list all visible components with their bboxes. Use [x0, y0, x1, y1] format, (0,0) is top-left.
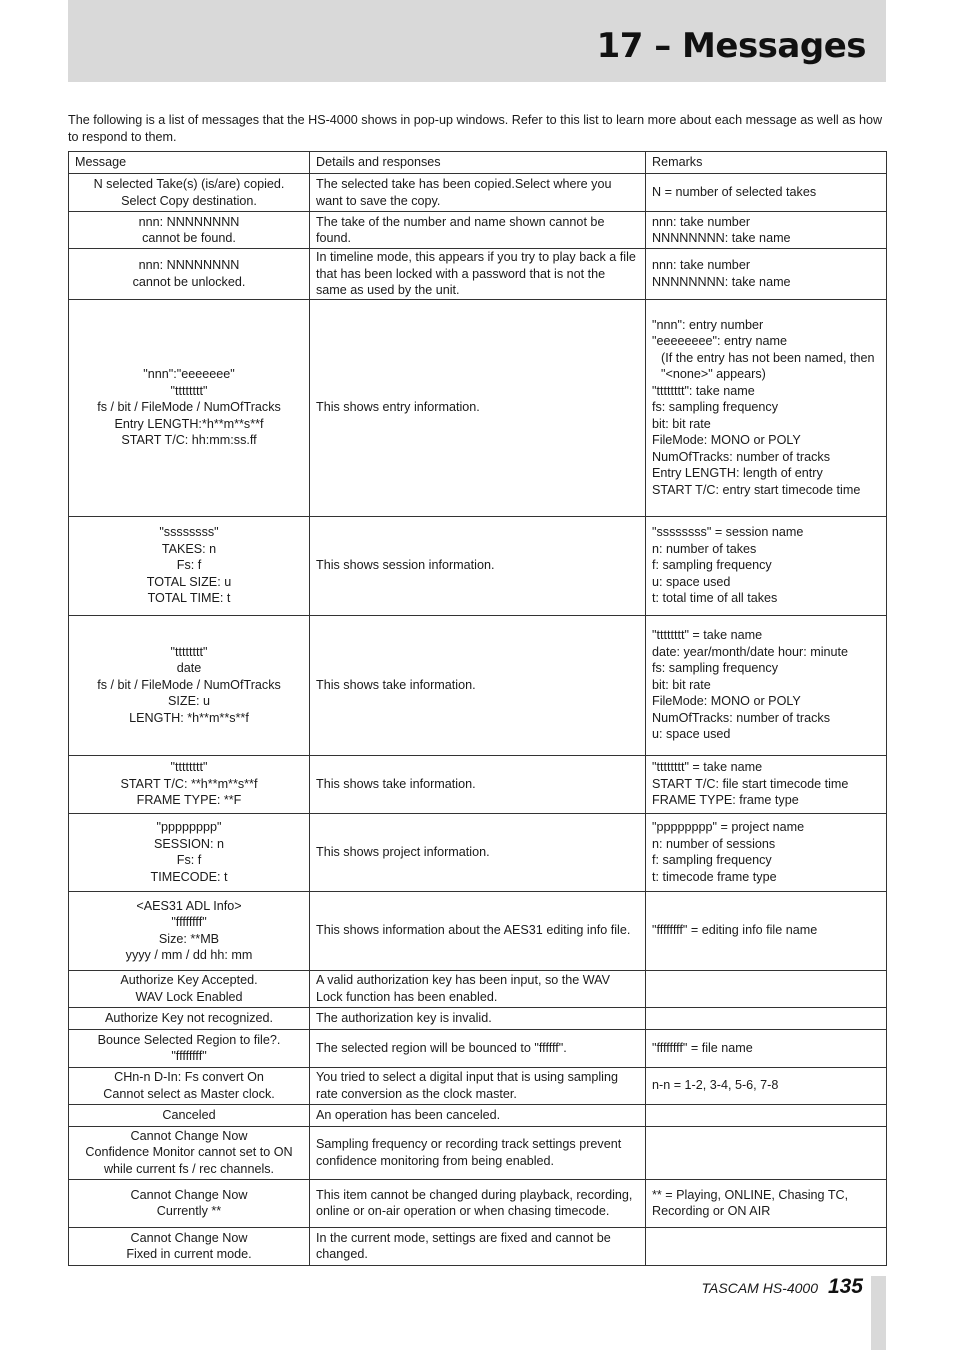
details-cell [310, 1179, 646, 1227]
message-cell-line: date [176, 661, 202, 676]
message-cell-line: "ssssssss" [159, 525, 219, 540]
remarks-cell-line: "tttttttt" = take name [652, 760, 763, 775]
details-cell [310, 615, 646, 755]
message-cell-line: SESSION: n [154, 836, 224, 851]
table-row [69, 1067, 887, 1104]
messages-table [68, 151, 887, 1266]
remarks-cell-line: date: year/month/date hour: minute [652, 644, 849, 659]
message-cell [69, 813, 310, 891]
details-cell-line: Select where you want to save the copy. [316, 177, 612, 208]
message-cell-line: TOTAL TIME: t [147, 591, 231, 606]
message-cell-line: Confidence Monitor cannot set to ON while current fs / rec channels. [85, 1145, 293, 1176]
remarks-cell [646, 174, 887, 212]
intro-paragraph: The following is a list of messages that the HS-4000 shows in pop-up windows. Refer to this list to learn more about each message as well as how to respond to them. [68, 113, 883, 144]
details-cell-line: The selected take has been copied. [316, 177, 515, 191]
details-cell-line: The authorization key is invalid. [316, 1010, 492, 1025]
table-row [69, 755, 887, 813]
message-cell-line: START T/C: **h**m**s**f [120, 776, 258, 791]
message-cell [69, 1227, 310, 1265]
details-cell [310, 813, 646, 891]
message-cell-line: TAKES: n [161, 541, 217, 556]
message-cell-line: Authorize Key Accepted. [120, 973, 258, 987]
message-cell-line: Canceled [162, 1107, 216, 1122]
remarks-cell-line: FileMode: MONO or POLY [652, 694, 801, 709]
message-cell-line: Fs: f [176, 558, 202, 573]
message-cell-line: N selected Take(s) (is/are) copied. [93, 177, 285, 191]
remarks-cell-line: n: number of sessions [652, 836, 776, 851]
details-cell-line: This item cannot be changed during playback, recording, online or on-air operation or when chasing timecode. [316, 1187, 633, 1218]
message-cell [69, 174, 310, 212]
message-cell [69, 299, 310, 516]
message-cell [69, 1007, 310, 1029]
remarks-cell-line: n-n = 1-2, 3-4, 5-6, 7-8 [652, 1078, 779, 1093]
details-cell [310, 1104, 646, 1126]
remarks-cell-line: bit: bit rate [652, 677, 711, 692]
details-cell-line: A valid authorization key has been input, so the WAV Lock function has been enabled. [316, 973, 611, 1004]
details-cell [310, 1227, 646, 1265]
remarks-cell-line: NNNNNNNN: take name [652, 231, 791, 245]
message-cell-line: fs / bit / FileMode / NumOfTracks [97, 677, 281, 692]
message-cell-line: Cannot Change Now [130, 1230, 248, 1245]
remarks-cell-line: FileMode: MONO or POLY [652, 433, 801, 448]
message-cell-line: LENGTH: *h**m**s**f [129, 710, 249, 725]
remarks-cell-line: "pppppppp" = project name [652, 820, 805, 834]
table-row [69, 516, 887, 615]
remarks-cell [646, 1179, 887, 1227]
remarks-cell-line: "tttttttt" = take name [652, 628, 763, 643]
details-cell [310, 755, 646, 813]
message-cell-line: Fixed in current mode. [126, 1247, 252, 1261]
chapter-title: 17 – Messages [596, 26, 866, 66]
message-cell [69, 1067, 310, 1104]
page-edge-tab [871, 1276, 886, 1350]
remarks-cell [646, 1126, 887, 1179]
table-row [69, 174, 887, 212]
details-cell-line: The selected region will be bounced to "ffffff". [316, 1040, 567, 1055]
details-cell-line: This shows take information. [316, 677, 476, 692]
details-cell [310, 891, 646, 970]
details-cell-line: This shows take information. [316, 776, 476, 791]
details-cell [310, 249, 646, 300]
details-cell-line: This shows session information. [316, 558, 495, 573]
message-cell-line: "ffffffff" [171, 915, 207, 929]
remarks-cell-line: FRAME TYPE: frame type [652, 793, 799, 808]
remarks-cell [646, 755, 887, 813]
details-cell-line: This shows entry information. [316, 400, 480, 415]
remarks-cell-line: bit: bit rate [652, 416, 711, 431]
message-cell-line: "tttttttt" [170, 760, 208, 775]
remarks-cell-line: fs: sampling frequency [652, 661, 778, 676]
table-row [69, 212, 887, 249]
table-row [69, 1179, 887, 1227]
message-cell-line: "ffffffff" [171, 1049, 207, 1063]
message-cell [69, 516, 310, 615]
remarks-cell-line: "tttttttt": take name [652, 383, 755, 398]
remarks-cell-line: nnn: take number [652, 214, 751, 229]
message-cell-line: Cannot Change Now [130, 1187, 248, 1202]
messages-table-body [69, 174, 887, 1266]
table-row [69, 1007, 887, 1029]
details-cell [310, 1126, 646, 1179]
message-cell [69, 1029, 310, 1067]
remarks-cell [646, 970, 887, 1007]
remarks-cell-line: u: space used [652, 727, 731, 742]
message-cell-line: CHn-n D-In: Fs convert On [114, 1070, 264, 1084]
message-cell [69, 1126, 310, 1179]
details-cell [310, 212, 646, 249]
table-row [69, 1029, 887, 1067]
table-header-row [69, 152, 887, 174]
remarks-cell [646, 1067, 887, 1104]
message-cell-line: START T/C: hh:mm:ss.ff [121, 433, 257, 448]
message-cell [69, 212, 310, 249]
remarks-cell [646, 1227, 887, 1265]
details-cell [310, 1007, 646, 1029]
remarks-cell-line: N = number of selected takes [652, 185, 817, 200]
message-cell-line: WAV Lock Enabled [135, 989, 243, 1004]
remarks-cell-line: f: sampling frequency [652, 853, 772, 867]
message-cell [69, 1179, 310, 1227]
table-row [69, 813, 887, 891]
details-cell [310, 174, 646, 212]
remarks-cell [646, 212, 887, 249]
message-cell-line: SIZE: u [168, 694, 210, 709]
table-row [69, 970, 887, 1007]
remarks-cell-line: "eeeeeeee": entry name [652, 334, 787, 349]
message-cell-line: "nnn":"eeeeeee" [143, 367, 235, 382]
remarks-cell-line: fs: sampling frequency [652, 400, 778, 415]
details-cell [310, 1029, 646, 1067]
remarks-cell-line: f: sampling frequency [652, 558, 772, 573]
table-row [69, 1227, 887, 1265]
details-cell-line: Sampling frequency or recording track settings prevent confidence monitoring from being enabled. [316, 1137, 622, 1168]
remarks-cell [646, 1007, 887, 1029]
remarks-cell-line: u: space used [652, 574, 731, 589]
remarks-cell [646, 1104, 887, 1126]
remarks-cell-line: (If the entry has not been named, then "<none>" appears) [661, 350, 875, 382]
table-row [69, 1104, 887, 1126]
message-cell-line: TIMECODE: t [150, 869, 228, 884]
message-cell-line: nnn: NNNNNNNN [138, 258, 240, 273]
message-cell-line: yyyy / mm / dd hh: mm [125, 948, 253, 962]
remarks-cell-line: t: timecode frame type [652, 869, 777, 884]
remarks-cell [646, 249, 887, 300]
remarks-cell-line: "ffffffff" = file name [652, 1040, 753, 1055]
details-cell-line: The take of the number and name shown cannot be found. [316, 214, 605, 245]
message-cell-line: cannot be found. [142, 231, 236, 245]
details-cell-line: This shows project information. [316, 844, 490, 859]
message-cell [69, 615, 310, 755]
column-header-details: Details and responses [310, 152, 646, 174]
message-cell [69, 755, 310, 813]
message-cell-line: nnn: NNNNNNNN [138, 214, 240, 229]
remarks-cell [646, 615, 887, 755]
table-row [69, 299, 887, 516]
message-cell-line: Select Copy destination. [121, 193, 257, 208]
message-cell-line: Size: **MB [158, 931, 220, 946]
remarks-cell-line: "ssssssss" = session name [652, 525, 804, 540]
chapter-header [68, 0, 886, 82]
message-cell-line: Authorize Key not recognized. [104, 1010, 274, 1025]
remarks-cell [646, 516, 887, 615]
remarks-cell-line: Entry LENGTH: length of entry [652, 466, 823, 481]
message-cell-line: TOTAL SIZE: u [146, 574, 232, 589]
message-cell-line: FRAME TYPE: **F [136, 793, 242, 808]
message-cell [69, 1104, 310, 1126]
details-cell [310, 516, 646, 615]
remarks-cell-line: n: number of takes [652, 541, 757, 556]
message-cell-line: "tttttttt" [170, 383, 208, 398]
remarks-cell-line: t: total time of all takes [652, 591, 778, 606]
details-cell-line: This shows information about the AES31 editing info file. [316, 923, 631, 938]
message-cell-line: Bounce Selected Region to file?. [97, 1032, 281, 1047]
table-row [69, 891, 887, 970]
remarks-cell-line: NumOfTracks: number of tracks [652, 449, 830, 464]
message-cell-line: "pppppppp" [156, 820, 222, 834]
message-cell-line: <AES31 ADL Info> [136, 898, 242, 913]
footer-model-name: TASCAM HS-4000 [701, 1280, 818, 1296]
remarks-cell [646, 1029, 887, 1067]
details-cell [310, 1067, 646, 1104]
message-cell-line: cannot be unlocked. [132, 274, 246, 289]
remarks-cell-line: START T/C: entry start timecode time [652, 482, 861, 497]
column-header-remarks: Remarks [646, 152, 887, 174]
message-cell-line: Fs: f [176, 853, 202, 867]
message-cell [69, 891, 310, 970]
message-cell-line: fs / bit / FileMode / NumOfTracks [97, 400, 281, 415]
details-cell-line: In the current mode, settings are fixed and cannot be changed. [316, 1230, 611, 1261]
message-cell-line: Entry LENGTH:*h**m**s**f [114, 416, 264, 431]
table-row [69, 249, 887, 300]
remarks-cell-line: START T/C: file start timecode time [652, 776, 849, 791]
message-cell-line: "tttttttt" [170, 644, 208, 659]
page-number: 135 [827, 1275, 863, 1298]
details-cell-line: You tried to select a digital input that is using sampling rate conversion as the clock master. [316, 1070, 618, 1101]
column-header-message: Message [69, 152, 310, 174]
table-row [69, 615, 887, 755]
details-cell [310, 299, 646, 516]
remarks-cell [646, 299, 887, 516]
remarks-cell [646, 813, 887, 891]
remarks-cell-line: "ffffffff" = editing info file name [652, 923, 818, 938]
remarks-cell [646, 891, 887, 970]
details-cell [310, 970, 646, 1007]
message-cell [69, 970, 310, 1007]
remarks-cell-line: NNNNNNNN: take name [652, 274, 791, 289]
remarks-cell-line: nnn: take number [652, 258, 751, 273]
remarks-cell-line: NumOfTracks: number of tracks [652, 710, 830, 725]
remarks-cell-line: "nnn": entry number [652, 317, 764, 332]
details-cell-line: In timeline mode, this appears if you try to play back a file that has been locked with a password that is not the same as used by the unit. [316, 250, 636, 297]
remarks-cell-line: ** = Playing, ONLINE, Chasing TC, Recording or ON AIR [652, 1187, 849, 1218]
details-cell-line: An operation has been canceled. [316, 1107, 501, 1122]
table-row [69, 1126, 887, 1179]
message-cell-line: Currently ** [156, 1204, 222, 1218]
message-cell-line: Cannot select as Master clock. [103, 1086, 275, 1101]
message-cell-line: Cannot Change Now [130, 1128, 248, 1143]
message-cell [69, 249, 310, 300]
